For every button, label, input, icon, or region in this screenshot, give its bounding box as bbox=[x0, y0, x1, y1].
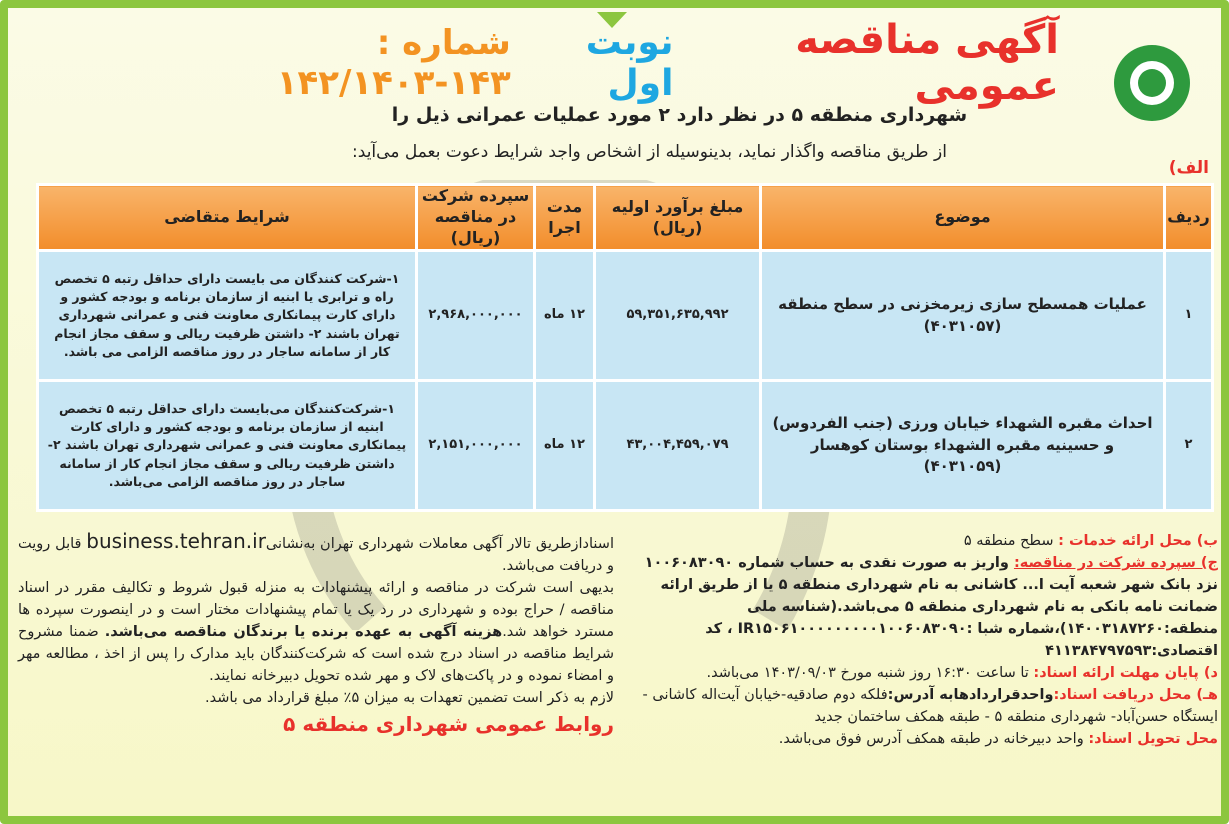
portal-text-2: قابل رویت و دریافت می‌باشد. bbox=[18, 536, 614, 574]
col-header: مدت اجرا bbox=[535, 185, 595, 251]
signature: روابط عمومی شهرداری منطقه ۵ bbox=[283, 712, 614, 736]
documents-delivery-label: محل تحویل اسناد: bbox=[1088, 731, 1218, 747]
documents-delivery-text: واحد دبیرخانه در طبقه همکف آدرس فوق می‌باشد. bbox=[778, 731, 1089, 747]
portal-text: اسنادازطریق تالار آگهی معاملات شهرداری تهران به‌نشانی bbox=[265, 536, 614, 552]
row-duration: ۱۲ ماه bbox=[535, 381, 595, 511]
documents-unit: واحدقراردادهابه آدرس: bbox=[887, 687, 1054, 703]
title-text: آگهی مناقصه عمومی bbox=[795, 17, 1059, 109]
col-header: ردیف bbox=[1165, 185, 1213, 251]
intro-line-2: از طریق مناقصه واگذار نماید، بدینوسیله از اشخاص واجد شرایط دعوت بعمل می‌آید: bbox=[352, 142, 947, 162]
row-deposit: ۲,۱۵۱,۰۰۰,۰۰۰ bbox=[417, 381, 535, 511]
service-location-text: سطح منطقه ۵ bbox=[963, 533, 1059, 549]
row-conditions: ۱-شرکت کنندگان می بایست دارای حداقل رتبه ۵ تخصص راه و ترابری یا ابنیه از سازمان برنامه و بودجه کشور و دارای کارت پیمانکاری معاونت فنی و عمرانی شهرداری تهران باشند ۲- داشتن ظرفیت ریالی و سقف مجاز انجام کار از سامانه ساجار در روز مناقصه الزامی می باشد. bbox=[38, 251, 417, 381]
details-left-column bbox=[18, 530, 614, 735]
details-right-column bbox=[622, 530, 1218, 750]
table-row bbox=[38, 381, 1213, 511]
row-subject: احداث مقبره الشهداء خیابان ورزی (جنب الفردوس) و حسینیه مقبره الشهداء بوستان کوهسار (۴۰۳۱۰۵۹) bbox=[761, 381, 1165, 511]
row-estimate: ۵۹,۳۵۱,۶۳۵,۹۹۲ bbox=[595, 251, 761, 381]
tehran-municipality-logo bbox=[1097, 38, 1207, 128]
deadline-label: د) پایان مهلت ارائه اسناد: bbox=[1033, 665, 1218, 681]
terms-text-2: ضمنا مشروح شرایط مناقصه در اسناد درج شده است که شرکت‌کنندگان باید مدارک را پس از اخذ ، مطالعه مهر و امضاء نموده و در پاکت‌های لاک و مهر شده تحویل دبیرخانه نمایند. bbox=[18, 624, 614, 684]
ad-cost-note: هزینه آگهی به عهده برنده یا برندگان مناقصه می‌باشد. bbox=[104, 624, 503, 640]
row-deposit: ۲,۹۶۸,۰۰۰,۰۰۰ bbox=[417, 251, 535, 381]
row-subject: عملیات همسطح سازی زیرمخزنی در سطح منطقه (۴۰۳۱۰۵۷) bbox=[761, 251, 1165, 381]
round-text: نوبت اول bbox=[585, 22, 674, 104]
guarantee-note: لازم به ذکر است تضمین تعهدات به میزان ۵٪ مبلغ قرارداد می باشد. bbox=[204, 690, 614, 706]
service-location-label: ب) محل ارائه خدمات : bbox=[1058, 533, 1218, 549]
row-number: ۱ bbox=[1165, 251, 1213, 381]
deposit-text: واریز به صورت نقدی به حساب شماره ۱۰۰۶۰۸۳۰۹۰ نزد بانک شهر شعبه آیت ا... کاشانی به نام شهرداری منطقه ۵ یا از طریق ارائه ضمانت نامه بانکی به نام شهرداری منطقه ۵ می‌باشد.(شناسه ملی منطقه:۱۴۰۰۳۱۸۷۲۶۰)،شماره شبا :IR۱۵۰۶۱۰۰۰۰۰۰۰۰۰۱۰۰۶۰۸۳۰۹۰ ، کد اقتصادی:۴۱۱۳۸۴۷۹۷۵۹۳ bbox=[644, 555, 1218, 659]
col-header: مبلغ برآورد اولیه (ریال) bbox=[595, 185, 761, 251]
row-number: ۲ bbox=[1165, 381, 1213, 511]
tender-number: شماره : ۱۴۳-۱۴۲/۱۴۰۳ bbox=[276, 23, 511, 103]
row-estimate: ۴۳,۰۰۴,۴۵۹,۰۷۹ bbox=[595, 381, 761, 511]
documents-address: فلکه دوم صادقیه-خیابان آیت‌اله کاشانی - ایستگاه حسن‌آباد- شهرداری منطقه ۵ - طبقه همکف ساختمان جدید bbox=[642, 687, 1218, 725]
section-a-label: الف) bbox=[1168, 158, 1209, 178]
intro-line-1: شهرداری منطقه ۵ در نظر دارد ۲ مورد عملیات عمرانی ذیل را bbox=[391, 104, 968, 126]
table-row bbox=[38, 251, 1213, 381]
col-header: سپرده شرکت در مناقصه (ریال) bbox=[417, 185, 535, 251]
table-header-row bbox=[38, 185, 1213, 251]
col-header: موضوع bbox=[761, 185, 1165, 251]
terms-text: بدیهی است شرکت در مناقصه و ارائه پیشنهادات به منزله قبول شروط و تکالیف مقرر در اسناد مناقصه / حراج بوده و شهرداری در رد یک یا تمام پیشنهادات مختار است و در اینصورت سپرده ها مسترد خواهد شد. bbox=[18, 580, 614, 640]
col-header: شرایط متقاضی bbox=[38, 185, 417, 251]
deposit-label: ج) سپرده شرکت در مناقصه: bbox=[1013, 555, 1218, 571]
ad-title bbox=[180, 17, 1059, 109]
tender-table bbox=[36, 183, 1214, 512]
deadline-text: تا ساعت ۱۶:۳۰ روز شنبه مورخ ۱۴۰۳/۰۹/۰۳ می‌باشد. bbox=[706, 665, 1034, 681]
row-duration: ۱۲ ماه bbox=[535, 251, 595, 381]
portal-link[interactable]: business.tehran.ir bbox=[86, 529, 266, 553]
documents-receipt-label: هـ) محل دریافت اسناد: bbox=[1053, 687, 1218, 703]
row-conditions: ۱-شرکت‌کنندگان می‌بایست دارای حداقل رتبه ۵ تخصص ابنیه از سازمان برنامه و بودجه کشور و دارای کارت پیمانکاری معاونت فنی و عمرانی شهرداری تهران باشند ۲-داشتن ظرفیت ریالی و سقف مجاز انجام کار از سامانه ساجار در روز مناقصه الزامی می‌باشد. bbox=[38, 381, 417, 511]
